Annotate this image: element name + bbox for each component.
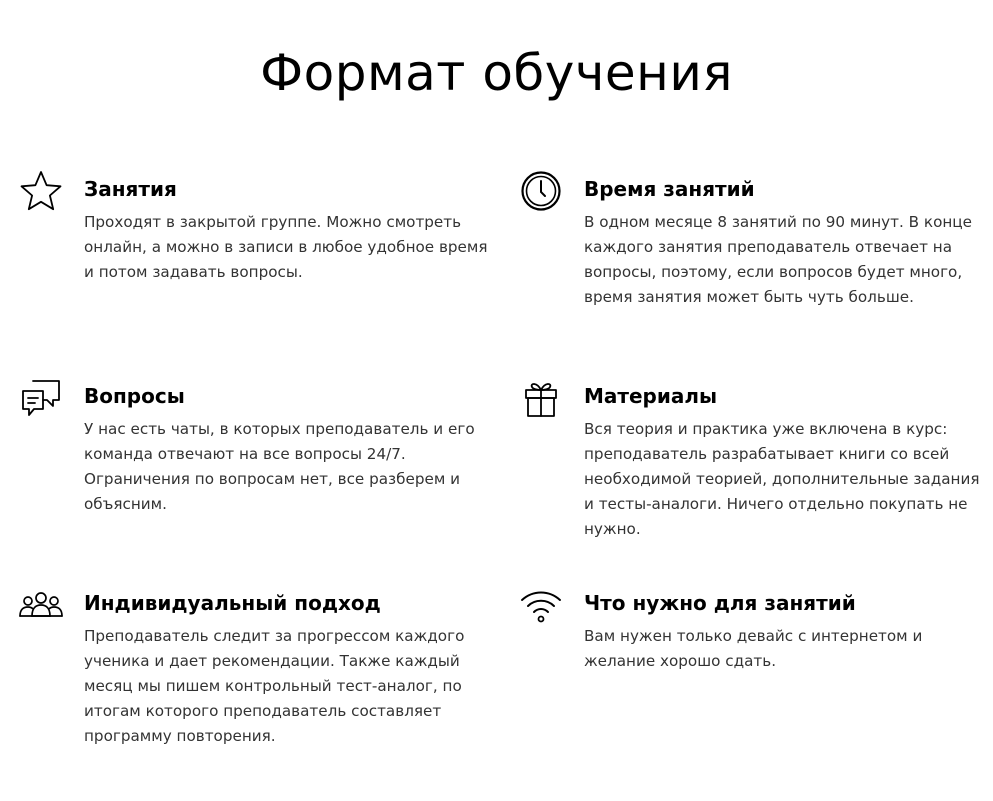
feature-lessons xyxy=(84,176,494,285)
feature-description: Вам нужен только девайс с интернетом и желание хорошо сдать. xyxy=(584,627,923,670)
feature-description: Вся теория и практика уже включена в курс: преподаватель разрабатывает книги со всей необходимой теорией, дополнительные задания и тесты-аналоги. Ничего отдельно покупать не нужно. xyxy=(584,420,980,538)
feature-materials xyxy=(584,383,993,542)
feature-description: У нас есть чаты, в которых преподаватель и его команда отвечают на все вопросы 24/7. Ограничения по вопросам нет, все разберем и объясним. xyxy=(84,420,475,513)
feature-description: В одном месяце 8 занятий по 90 минут. В конце каждого занятия преподаватель отвечает на вопросы, поэтому, если вопросов будет много, время занятия может быть чуть больше. xyxy=(584,213,972,306)
feature-description: Преподаватель следит за прогрессом каждого ученика и дает рекомендации. Также каждый месяц мы пишем контрольный тест-аналог, по итогам которого преподаватель составляет программу повторения. xyxy=(84,627,465,745)
chat-bubbles-icon xyxy=(18,375,64,421)
feature-lesson-time xyxy=(584,176,993,310)
feature-title: Время занятий xyxy=(584,177,755,201)
page-title: Формат обучения xyxy=(260,43,733,102)
feature-title: Что нужно для занятий xyxy=(584,591,856,615)
feature-description: Проходят в закрытой группе. Можно смотреть онлайн, а можно в записи в любое удобное время и потом задавать вопросы. xyxy=(84,213,488,281)
feature-individual-approach xyxy=(84,590,494,749)
group-icon xyxy=(18,582,64,628)
feature-title: Занятия xyxy=(84,177,177,201)
feature-questions xyxy=(84,383,494,517)
gift-icon xyxy=(518,375,564,421)
wifi-icon xyxy=(518,582,564,628)
feature-title: Материалы xyxy=(584,384,718,408)
feature-requirements xyxy=(584,590,993,674)
feature-title: Индивидуальный подход xyxy=(84,591,381,615)
clock-icon xyxy=(518,168,564,214)
star-icon xyxy=(18,168,64,214)
feature-title: Вопросы xyxy=(84,384,185,408)
